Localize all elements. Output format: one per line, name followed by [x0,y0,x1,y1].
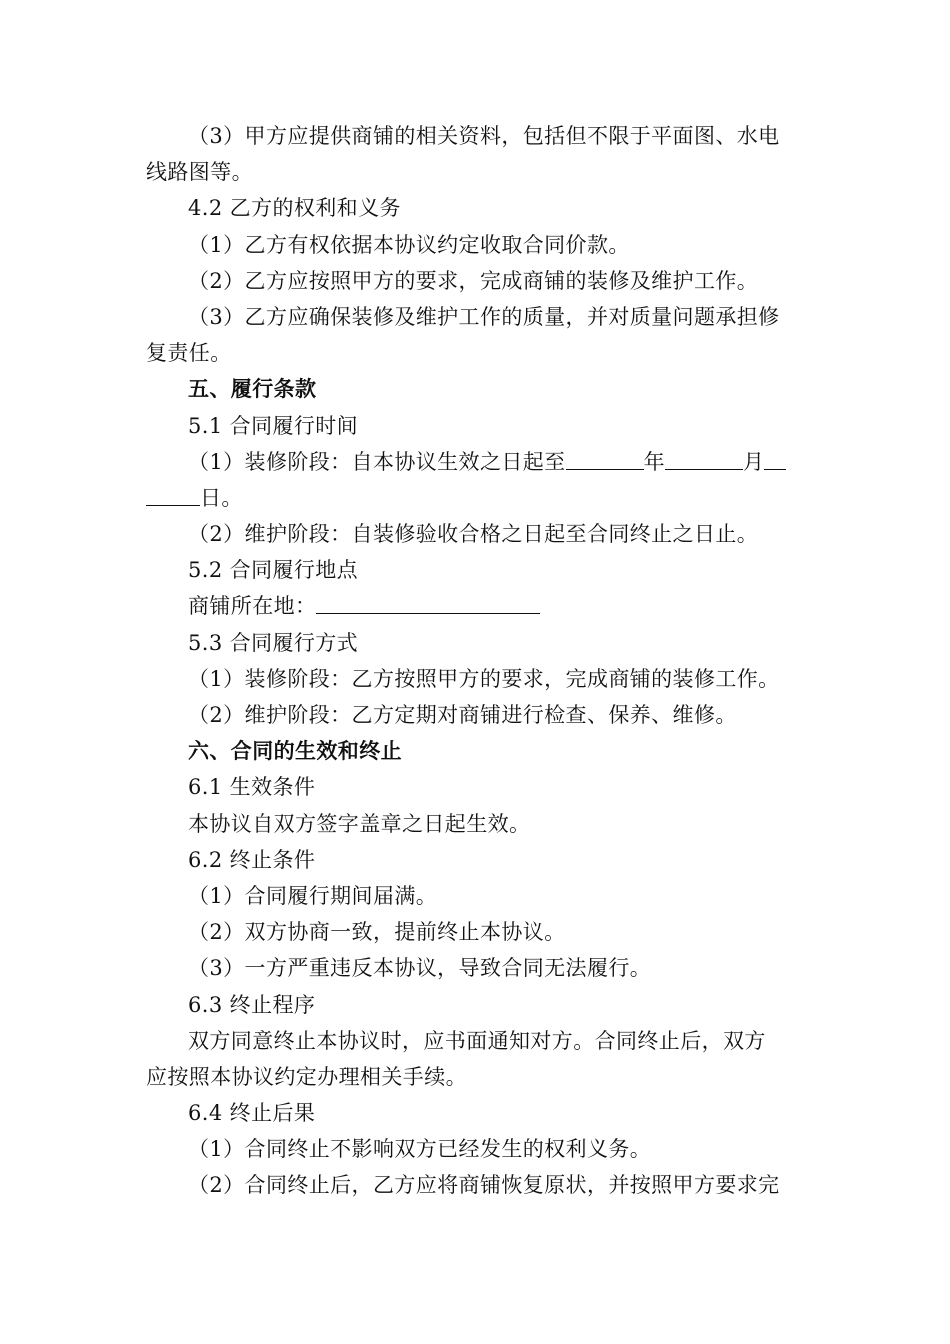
clause-6-3-text-line-2: 应按照本协议约定办理相关手续。 [146,1064,467,1089]
clause-5-3-item-1: （1）装修阶段：乙方按照甲方的要求，完成商铺的装修工作。 [188,666,780,691]
day-blank-start [764,447,786,470]
clause-4-2-heading: 4.2 乙方的权利和义务 [188,196,401,221]
clause-4-1-item-3-line-1: （3）甲方应提供商铺的相关资料，包括但不限于平面图、水电 [188,124,780,148]
clause-4-1-item-3-line-2: 线路图等。 [146,160,253,185]
clause-4-2-item-3-line-2: 复责任。 [146,341,232,366]
year-blank [566,447,644,470]
year-label: 年 [643,449,665,474]
clause-4-2-item-3-line-1: （3）乙方应确保装修及维护工作的质量，并对质量问题承担修 [188,304,780,329]
clause-4-2-item-1: （1）乙方有权依据本协议约定收取合同价款。 [188,232,630,257]
clause-6-1-text: 本协议自双方签字盖章之日起生效。 [188,811,531,836]
shop-location-label: 商铺所在地： [188,594,317,619]
clause-5-1-item-1-line-2 [146,480,808,516]
clause-5-1-item-2: （2）维护阶段：自装修验收合格之日起至合同终止之日止。 [188,522,759,547]
day-label: 日。 [200,485,243,510]
clause-6-2-heading: 6.2 终止条件 [188,847,316,872]
clause-4-2-item-2: （2）乙方应按照甲方的要求，完成商铺的装修及维护工作。 [188,268,759,293]
shop-location-blank [316,591,540,614]
month-label: 月 [742,449,765,474]
section-5-heading: 五、履行条款 [188,376,317,402]
clause-6-4-item-2-line-1: （2）合同终止后，乙方应将商铺恢复原状，并按照甲方要求完 [188,1173,780,1198]
day-blank-end [146,483,200,506]
clause-5-1-item-1-line-1 [146,444,808,480]
clause-5-2-heading: 5.2 合同履行地点 [188,558,359,583]
clause-6-3-text-line-1: 双方同意终止本协议时，应书面通知对方。合同终止后，双方 [188,1028,766,1053]
document-body [146,118,808,1204]
clause-6-2-item-2: （2）双方协商一致，提前终止本协议。 [188,920,566,945]
clause-6-2-item-3: （3）一方严重违反本协议，导致合同无法履行。 [188,956,652,981]
clause-6-3-heading: 6.3 终止程序 [188,992,316,1017]
clause-6-4-heading: 6.4 终止后果 [188,1101,316,1126]
shop-location-line [146,588,808,624]
clause-5-3-heading: 5.3 合同履行方式 [188,630,359,655]
clause-6-1-heading: 6.1 生效条件 [188,775,316,800]
clause-5-3-item-2: （2）维护阶段：乙方定期对商铺进行检查、保养、维修。 [188,703,737,727]
section-6-heading: 六、合同的生效和终止 [188,738,402,764]
clause-5-1-item-1-text: （1）装修阶段：自本协议生效之日起至 [188,449,566,474]
clause-6-4-item-1: （1）合同终止不影响双方已经发生的权利义务。 [188,1137,652,1162]
clause-6-2-item-1: （1）合同履行期间届满。 [188,883,438,908]
month-blank [665,447,743,470]
clause-5-1-heading: 5.1 合同履行时间 [188,413,359,438]
